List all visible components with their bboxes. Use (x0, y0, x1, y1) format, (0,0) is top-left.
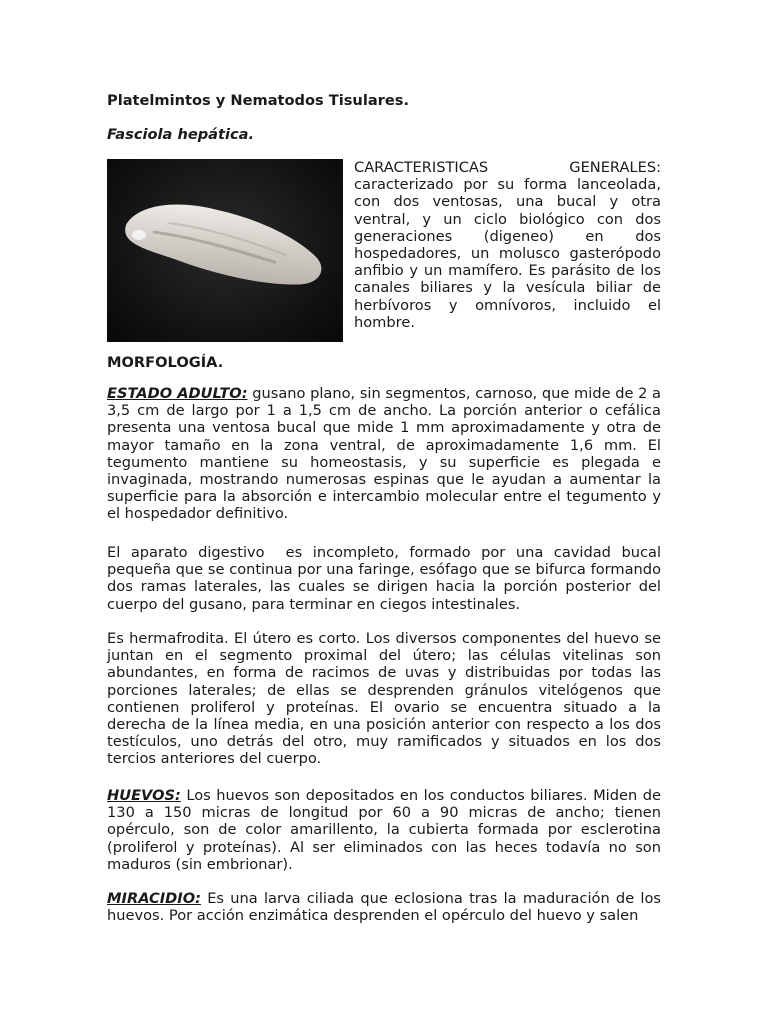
characteristics-heading-word1: CARACTERISTICAS (354, 159, 489, 176)
morphology-heading: MORFOLOGÍA. (107, 354, 224, 371)
characteristics-text: caracterizado por su forma lanceolada, con dos ventosas, una bucal y otra ventral, y un ciclo biológico con dos generaciones (digeneo) en dos hospedadores, un molusco gasterópodo anfibio y un mamífero. Es parásito de los canales biliares y la vesícula biliar de herbívoros y omnívoros, incluido el hombre. (354, 176, 661, 331)
fasciola-photo (107, 159, 343, 342)
general-characteristics (354, 159, 661, 331)
miracidium-paragraph (107, 890, 661, 924)
miracidium-section (107, 890, 661, 924)
eggs-text: Los huevos son depositados en los conductos biliares. Miden de 130 a 150 micras de longitud por 60 a 90 micras de ancho; tienen opérculo, son de color amarillento, la cubierta formada por esclerotina (proliferol y proteínas). Al ser eliminados con las heces todavía no son maduros (sin embrionar). (107, 787, 661, 873)
adult-stage-text: gusano plano, sin segmentos, carnoso, que mide de 2 a 3,5 cm de largo por 1 a 1,5 cm de ancho. La porción anterior o cefálica presenta una ventosa bucal que mide 1 mm aproximadamente y otra de mayor tamaño en la zona ventral, de aproximadamente 1,6 mm. El tegumento mantiene su homeostasis, y su superficie es plegada e invaginada, mostrando numerosas espinas que le ayudan a aumentar la superficie para la absorción e intercambio molecular entre el tegumento y el hospedador definitivo. (107, 385, 661, 523)
adult-stage-section (107, 385, 661, 523)
document-title: Platelmintos y Nematodos Tisulares. (107, 92, 410, 109)
eggs-paragraph (107, 787, 661, 873)
digestive-section (107, 544, 666, 613)
hermaphrodite-section (107, 630, 661, 768)
fasciola-worm-illustration (107, 159, 343, 342)
characteristics-heading (354, 159, 661, 176)
eggs-section (107, 787, 661, 873)
characteristics-heading-word2: GENERALES: (569, 159, 661, 176)
miracidium-label: MIRACIDIO: (107, 890, 201, 907)
adult-stage-paragraph (107, 385, 661, 523)
digestive-paragraph: El aparato digestivo es incompleto, formado por una cavidad bucal pequeña que se continua por una faringe, esófago que se bifurca formando dos ramas laterales, las cuales se dirigen hacia la porción posterior del cuerpo del gusano, para terminar en ciegos intestinales. (107, 544, 666, 613)
document-subtitle: Fasciola hepática. (107, 126, 255, 143)
hermaphrodite-paragraph: Es hermafrodita. El útero es corto. Los diversos componentes del huevo se juntan en el segmento proximal del útero; las células vitelinas son abundantes, en forma de racimos de uvas y distribuidas por todas las porciones laterales; de ellas se desprenden gránulos vitelógenos que contienen proliferol y proteínas. El ovario se encuentra situado a la derecha de la línea media, en una posición anterior con respecto a los dos testículos, uno detrás del otro, muy ramificados y situados en los dos tercios anteriores del cuerpo. (107, 630, 661, 768)
adult-stage-label: ESTADO ADULTO: (107, 385, 248, 402)
miracidium-text: Es una larva ciliada que eclosiona tras la maduración de los huevos. Por acción enzimática desprenden el opérculo del huevo y salen (107, 890, 661, 925)
eggs-label: HUEVOS: (107, 787, 181, 804)
